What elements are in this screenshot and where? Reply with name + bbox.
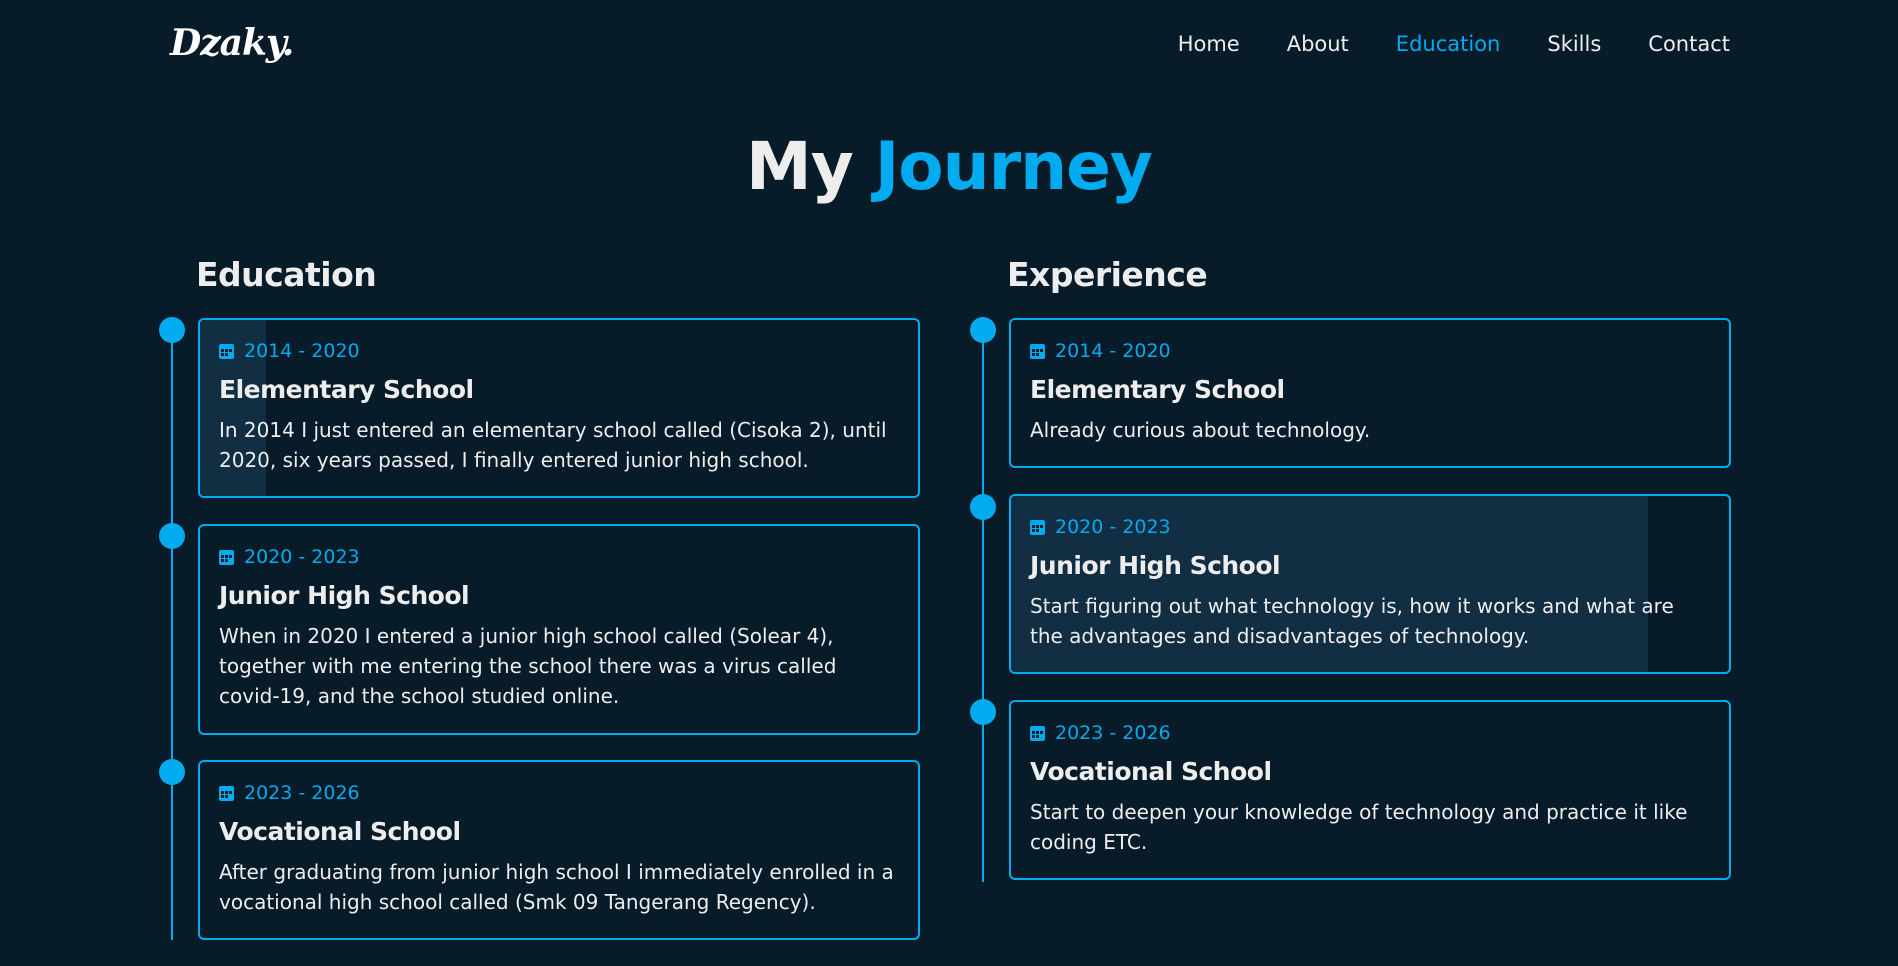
timeline-dot [159, 317, 185, 343]
experience-card-vocational [1009, 700, 1731, 880]
site-header [0, 0, 1898, 95]
card-text: Start figuring out what technology is, how it works and what are the advantages and disadvantages of technology. [1030, 594, 1674, 648]
timeline-dot [970, 494, 996, 520]
calendar-icon [219, 786, 234, 801]
card-title: Vocational School [219, 817, 461, 846]
card-title: Junior High School [1030, 551, 1281, 580]
nav-skills[interactable]: Skills [1547, 32, 1602, 56]
card-years: 2023 - 2026 [1055, 722, 1171, 744]
timeline-dot [970, 699, 996, 725]
card-title: Vocational School [1030, 757, 1272, 786]
calendar-icon [219, 550, 234, 565]
calendar-icon [1030, 726, 1045, 741]
nav-contact[interactable]: Contact [1648, 32, 1730, 56]
education-card-elementary [198, 318, 920, 498]
card-years: 2020 - 2023 [244, 546, 360, 568]
experience-title: Experience [1007, 255, 1208, 294]
experience-card-junior-high [1009, 494, 1731, 674]
card-text: Already curious about technology. [1030, 418, 1371, 442]
heading-prefix: My [746, 128, 853, 205]
logo[interactable]: Dzaky. [170, 22, 294, 64]
card-years: 2014 - 2020 [1055, 340, 1171, 362]
nav-education[interactable]: Education [1395, 32, 1501, 56]
experience-timeline-line [982, 330, 984, 882]
main-nav [1178, 32, 1730, 56]
nav-home[interactable]: Home [1177, 32, 1240, 56]
card-text: When in 2020 I entered a junior high school called (Solear 4), together with me entering the school there was a virus called covid-19, and the school studied online. [219, 624, 837, 708]
card-text: In 2014 I just entered an elementary school called (Cisoka 2), until 2020, six years passed, I finally entered junior high school. [219, 418, 887, 472]
card-title: Junior High School [219, 581, 470, 610]
nav-about[interactable]: About [1286, 32, 1349, 56]
card-text: Start to deepen your knowledge of technology and practice it like coding ETC. [1030, 800, 1688, 854]
card-years: 2020 - 2023 [1055, 516, 1171, 538]
card-years: 2014 - 2020 [244, 340, 360, 362]
education-card-vocational [198, 760, 920, 940]
education-timeline-line [171, 330, 173, 940]
timeline-dot [159, 759, 185, 785]
timeline-dot [970, 317, 996, 343]
calendar-icon [1030, 344, 1045, 359]
card-title: Elementary School [219, 375, 474, 404]
card-title: Elementary School [1030, 375, 1285, 404]
experience-card-elementary [1009, 318, 1731, 468]
education-card-junior-high [198, 524, 920, 735]
timeline-dot [159, 523, 185, 549]
page-heading [0, 128, 1898, 205]
card-years: 2023 - 2026 [244, 782, 360, 804]
heading-accent: Journey [874, 128, 1152, 205]
education-title: Education [196, 255, 377, 294]
card-text: After graduating from junior high school I immediately enrolled in a vocational high school called (Smk 09 Tangerang Regency). [219, 860, 894, 914]
calendar-icon [219, 344, 234, 359]
calendar-icon [1030, 520, 1045, 535]
